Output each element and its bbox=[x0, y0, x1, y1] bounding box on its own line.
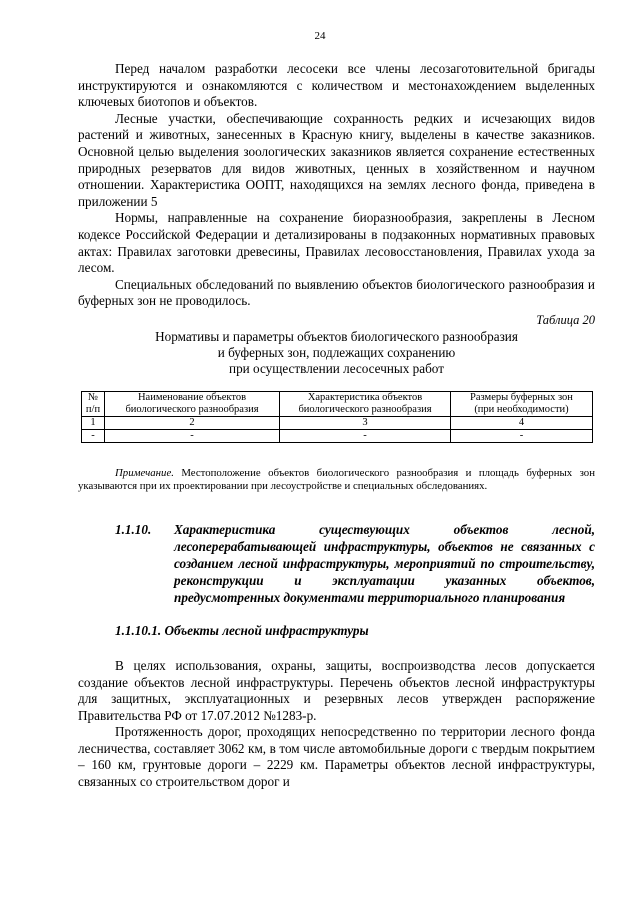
header-line: Наименование объектов bbox=[137, 391, 247, 403]
header-line: п/п bbox=[85, 403, 101, 415]
note-text: Местоположение объектов биологического разнообразия и площадь буферных зон указываются при их проектировании при лесоустройстве и специальных обследованиях. bbox=[78, 466, 595, 492]
section-heading bbox=[78, 521, 595, 606]
paragraph: Перед началом разработки лесосеки все члены лесозаготовительной бригады инструктируются и ознакомляются с количеством и местонахождением выделенных ключевых биотопов и объектов. bbox=[78, 61, 595, 110]
table-title-line: Нормативы и параметры объектов биологического разнообразия bbox=[155, 328, 518, 344]
table-cell: - bbox=[280, 429, 451, 442]
table-cell: - bbox=[82, 429, 105, 442]
header-line: биологического разнообразия bbox=[125, 403, 259, 415]
page-number: 24 bbox=[314, 30, 326, 42]
table-cell: 2 bbox=[105, 416, 280, 429]
table-title bbox=[78, 329, 595, 377]
table-title-line: при осуществлении лесосечных работ bbox=[229, 360, 444, 376]
table-row bbox=[82, 416, 593, 429]
table-cell: 3 bbox=[280, 416, 451, 429]
note-label: Примечание. bbox=[115, 466, 174, 479]
section-number: 1.1.10. bbox=[115, 522, 152, 538]
header-line: Размеры буферных зон bbox=[470, 391, 573, 403]
section-title: Характеристика существующих объектов лесной, лесоперерабатывающей инфраструктуры, объектов не связанных с созданием лесной инфраструктуры, мероприятий по строительству, реконструкции и эксплуатации указанных объектов, предусмотренных документами территориального планирования bbox=[174, 522, 595, 606]
header-line: (при необходимости) bbox=[474, 403, 569, 415]
table-note bbox=[78, 467, 595, 494]
paragraph: Нормы, направленные на сохранение биоразнообразия, закреплены в Лесном кодексе Российской Федерации и детализированы в подзаконных нормативных правовых актах: Правилах заготовки древесины, Правилах лесовосстановления, Правилах ухода за лесом. bbox=[78, 210, 595, 276]
paragraph: Протяженность дорог, проходящих непосредственно по территории лесного фонда лесничества, составляет 3062 км, в том числе автомобильные дороги с твердым покрытием – 160 км, грунтовые дороги – 2229 км. Параметры объектов лесной инфраструктуры, связанных со строительством дорог и bbox=[78, 724, 595, 790]
table-cell: - bbox=[451, 429, 593, 442]
header-line: Характеристика объектов bbox=[307, 391, 423, 403]
header-line: № bbox=[87, 391, 99, 403]
paragraph: Лесные участки, обеспечивающие сохранность редких и исчезающих видов растений и животных, занесенных в Красную книгу, выделены в качестве заказников. Основной целью выделения зоологических заказников является сохранение естественных природных резерватов для видов животных, ценных в хозяйственном и научном отношении. Характеристика ООПТ, находящихся на землях лесного фонда, приведена в приложении 5 bbox=[78, 110, 595, 209]
header-line: биологического разнообразия bbox=[298, 403, 432, 415]
table-cell: 4 bbox=[451, 416, 593, 429]
table-header-row bbox=[82, 391, 593, 416]
paragraph: Специальных обследований по выявлению объектов биологического разнообразия и буферных зон не проводилось. bbox=[78, 276, 595, 309]
document-body bbox=[78, 61, 595, 791]
table-cell: - bbox=[105, 429, 280, 442]
header-cell bbox=[82, 391, 105, 416]
header-cell bbox=[280, 391, 451, 416]
subsection-heading: 1.1.10.1. Объекты лесной инфраструктуры bbox=[115, 623, 369, 639]
paragraph: В целях использования, охраны, защиты, воспроизводства лесов допускается создание объектов лесной инфраструктуры. Перечень объектов лесной инфраструктуры для защитных, эксплуатационных и резервных лесов утвержден распоряжение Правительства РФ от 17.07.2012 №1283-р. bbox=[78, 657, 595, 723]
table-number: Таблица 20 bbox=[536, 312, 595, 327]
header-cell bbox=[451, 391, 593, 416]
table-row bbox=[82, 429, 593, 442]
biodiversity-table bbox=[81, 391, 593, 443]
table-cell: 1 bbox=[82, 416, 105, 429]
header-cell bbox=[105, 391, 280, 416]
table-title-line: и буферных зон, подлежащих сохранению bbox=[217, 344, 456, 360]
